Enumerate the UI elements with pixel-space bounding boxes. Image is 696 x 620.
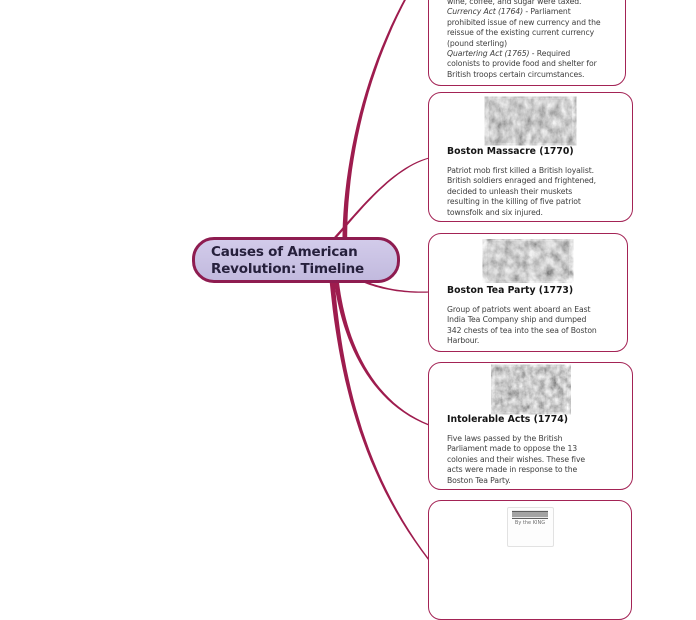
boston-massacre-engraving-image xyxy=(489,99,572,143)
document-caption: By the KING xyxy=(514,520,546,526)
card-image-area xyxy=(429,507,631,547)
intolerable-acts-engraving-image xyxy=(495,367,567,412)
topic-card-royal-proclamation[interactable] xyxy=(428,500,632,620)
card-body-text: Five laws passed by the British Parliament made to oppose the 13 colonies and their wishes. These five acts were made in response to the Boston Tea Party. xyxy=(447,434,586,485)
card-image-area xyxy=(429,241,627,281)
card-body-text: Group of patriots went aboard an East India Tea Company ship and dumped 342 chests of tea into the sea of Boston Harbour. xyxy=(447,305,597,346)
topic-card-boston-tea-party[interactable] xyxy=(428,233,628,352)
card-title: Intolerable Acts (1774) xyxy=(447,414,568,425)
topic-card-boston-massacre[interactable] xyxy=(428,92,633,222)
document-text-block xyxy=(512,510,548,519)
topic-card-acts-1764-1765[interactable] xyxy=(428,0,626,86)
central-topic-title-line2: Revolution: Timeline xyxy=(211,261,365,277)
card-body-text: Patriot mob first killed a British loyalist. British soldiers enraged and frightened, decided to unleash their muskets resulting in the killing of five patriot townsfolk and six injured. xyxy=(447,166,596,217)
card-title: Boston Tea Party (1773) xyxy=(447,285,574,296)
central-topic-title-line1: Causes of American xyxy=(211,244,358,260)
boston-tea-party-engraving-image xyxy=(487,241,569,281)
card-title: Boston Massacre (1770) xyxy=(447,146,574,157)
card-image-area xyxy=(429,99,632,143)
topic-card-intolerable-acts[interactable] xyxy=(428,362,633,490)
central-topic[interactable] xyxy=(192,237,400,283)
card-image-area xyxy=(429,367,632,412)
card-body-text: wine, coffee, and sugar were taxed. Currency Act (1764) - Parliament prohibited issue of new currency and the reissue of the existing current currency (pound sterling) Quartering Act (1765) - Required colonists to provide food and shelter for British troops certain circumstances. xyxy=(447,0,601,79)
royal-proclamation-document-image xyxy=(507,507,554,547)
